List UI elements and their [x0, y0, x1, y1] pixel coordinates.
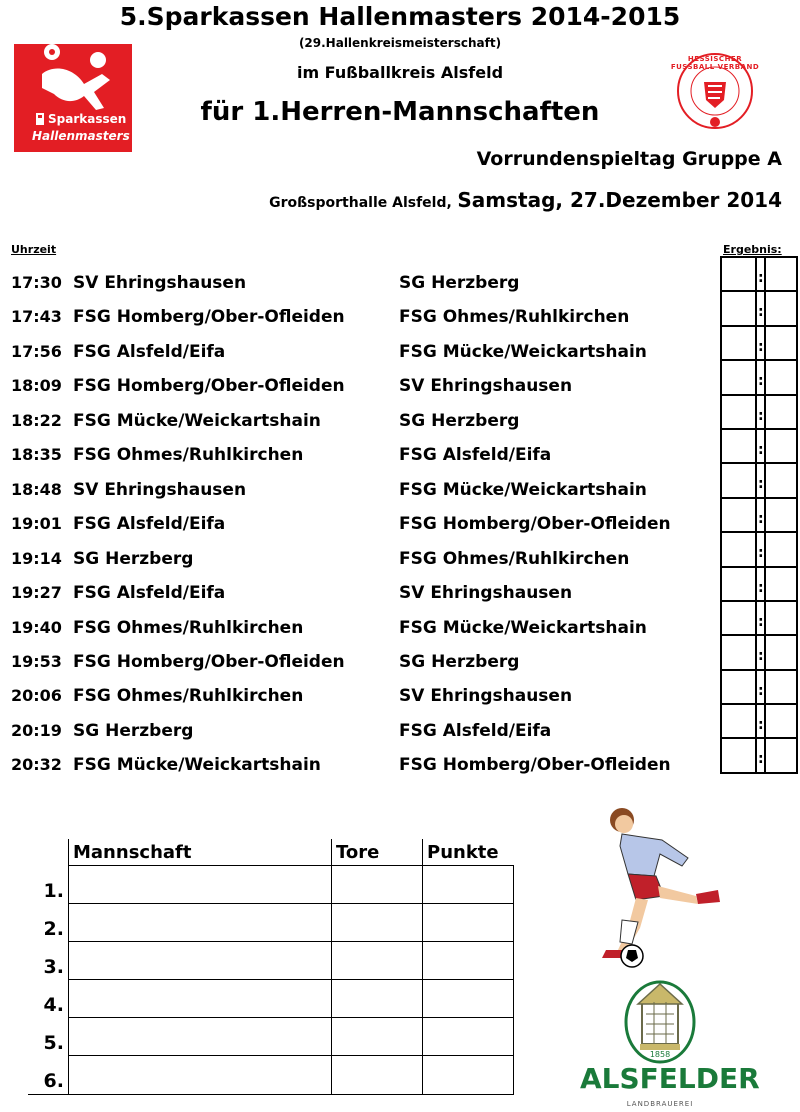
goals-cell[interactable] [332, 1056, 423, 1095]
alsfelder-brewery-logo [580, 980, 760, 1112]
away-team: FSG Mücke/Weickartshain [399, 342, 647, 362]
district-line: im Fußballkreis Alsfeld [296, 63, 504, 82]
away-team: SV Ehringshausen [399, 583, 573, 603]
away-score-cell[interactable] [764, 705, 766, 737]
rank-label: 3. [28, 942, 69, 980]
hfv-logo [668, 52, 762, 130]
date-label: Samstag, 27.Dezember 2014 [457, 188, 782, 212]
time-column-header: Uhrzeit [11, 243, 57, 256]
home-score-cell[interactable] [722, 292, 757, 324]
away-team: SG Herzberg [399, 652, 520, 672]
home-score-cell[interactable] [722, 533, 757, 565]
score-row [722, 636, 796, 670]
sparkassen-logo-line1: Sparkassen [48, 112, 127, 126]
team-cell[interactable] [69, 942, 332, 980]
score-separator: : [758, 717, 764, 734]
hfv-logo-text: HESSISCHER FUSSBALL VERBAND [670, 55, 760, 71]
home-score-cell[interactable] [722, 327, 757, 359]
match-row [0, 540, 800, 574]
score-separator: : [758, 338, 764, 355]
match-row [0, 505, 800, 539]
goals-cell[interactable] [332, 904, 423, 942]
score-row [722, 327, 796, 361]
away-score-cell[interactable] [764, 327, 766, 359]
football-player-icon [592, 800, 732, 970]
score-row [722, 739, 796, 773]
team-cell[interactable] [69, 980, 332, 1018]
away-team: SV Ehringshausen [399, 686, 573, 706]
football-player-illustration [592, 800, 732, 970]
home-score-cell[interactable] [722, 568, 757, 600]
match-time: 18:48 [11, 480, 62, 499]
away-team: FSG Mücke/Weickartshain [399, 480, 647, 500]
home-team: FSG Ohmes/Ruhlkirchen [73, 445, 304, 465]
score-separator: : [758, 510, 764, 527]
rank-label: 5. [28, 1018, 69, 1056]
away-score-cell[interactable] [764, 499, 766, 531]
points-cell[interactable] [423, 1018, 514, 1056]
away-score-cell[interactable] [764, 464, 766, 496]
venue-date-line [269, 188, 782, 212]
away-score-cell[interactable] [764, 636, 766, 668]
points-cell[interactable] [423, 942, 514, 980]
result-column-header: Ergebnis: [723, 243, 782, 256]
score-separator: : [758, 476, 764, 493]
home-team: FSG Ohmes/Ruhlkirchen [73, 618, 304, 638]
home-team: SG Herzberg [73, 549, 194, 569]
match-time: 19:53 [11, 652, 62, 671]
points-cell[interactable] [423, 1056, 514, 1095]
standings-table [28, 838, 514, 1095]
home-score-cell[interactable] [722, 602, 757, 634]
brewery-year: 1858 [649, 1050, 671, 1059]
team-cell[interactable] [69, 1056, 332, 1095]
match-row [0, 574, 800, 608]
points-cell[interactable] [423, 980, 514, 1018]
match-time: 20:32 [11, 755, 62, 774]
result-grid [720, 256, 798, 774]
home-score-cell[interactable] [722, 464, 757, 496]
match-time: 19:01 [11, 514, 62, 533]
team-column-header: Mannschaft [69, 839, 332, 866]
away-score-cell[interactable] [764, 292, 766, 324]
match-time: 18:22 [11, 411, 62, 430]
away-score-cell[interactable] [764, 533, 766, 565]
sparkassen-logo-line2: Hallenmasters [32, 129, 130, 143]
venue-label: Großsporthalle Alsfeld, [269, 195, 452, 211]
match-time: 18:09 [11, 376, 62, 395]
match-time: 20:06 [11, 686, 62, 705]
score-row [722, 671, 796, 705]
score-row [722, 361, 796, 395]
home-team: FSG Homberg/Ober-Ofleiden [73, 307, 345, 327]
score-separator: : [758, 613, 764, 630]
home-team: SG Herzberg [73, 721, 194, 741]
score-separator: : [758, 751, 764, 768]
match-row [0, 333, 800, 367]
goals-cell[interactable] [332, 942, 423, 980]
rank-label: 2. [28, 904, 69, 942]
score-row [722, 464, 796, 498]
home-score-cell[interactable] [722, 671, 757, 703]
match-time: 19:40 [11, 618, 62, 637]
round-heading: Vorrundenspieltag Gruppe A [476, 148, 782, 170]
match-row [0, 298, 800, 332]
standings-row [28, 1018, 513, 1056]
home-team: FSG Alsfeld/Eifa [73, 583, 226, 603]
home-score-cell[interactable] [722, 396, 757, 428]
home-team: SV Ehringshausen [73, 273, 247, 293]
points-cell[interactable] [423, 866, 514, 904]
score-row [722, 396, 796, 430]
away-score-cell[interactable] [764, 568, 766, 600]
home-score-cell[interactable] [722, 430, 757, 462]
score-row [722, 499, 796, 533]
home-score-cell[interactable] [722, 705, 757, 737]
match-time: 17:43 [11, 307, 62, 326]
away-score-cell[interactable] [764, 430, 766, 462]
page-title: 5.Sparkassen Hallenmasters 2014-2015 [119, 2, 681, 31]
match-time: 18:35 [11, 445, 62, 464]
home-team: FSG Mücke/Weickartshain [73, 411, 321, 431]
away-team: FSG Mücke/Weickartshain [399, 618, 647, 638]
points-cell[interactable] [423, 904, 514, 942]
team-cell[interactable] [69, 1018, 332, 1056]
score-separator: : [758, 304, 764, 321]
score-row [722, 430, 796, 464]
home-team: FSG Homberg/Ober-Ofleiden [73, 376, 345, 396]
brewery-name: ALSFELDER [580, 1062, 760, 1095]
score-separator: : [758, 373, 764, 390]
away-team: FSG Alsfeld/Eifa [399, 721, 552, 741]
away-score-cell[interactable] [764, 602, 766, 634]
away-score-cell[interactable] [764, 671, 766, 703]
rank-label: 1. [28, 866, 69, 904]
match-time: 19:27 [11, 583, 62, 602]
match-row [0, 643, 800, 677]
score-separator: : [758, 270, 764, 286]
score-separator: : [758, 407, 764, 424]
home-team: FSG Homberg/Ober-Ofleiden [73, 652, 345, 672]
match-row [0, 367, 800, 401]
away-team: SG Herzberg [399, 411, 520, 431]
away-score-cell[interactable] [764, 361, 766, 393]
brewery-subtitle: LANDBRAUEREI [626, 1100, 694, 1108]
score-row [722, 258, 796, 292]
match-row [0, 712, 800, 746]
score-row [722, 705, 796, 739]
home-team: FSG Ohmes/Ruhlkirchen [73, 686, 304, 706]
match-row [0, 746, 800, 780]
away-team: SV Ehringshausen [399, 376, 573, 396]
match-row [0, 402, 800, 436]
rank-label: 4. [28, 980, 69, 1018]
rank-column-header [28, 839, 69, 866]
home-score-cell[interactable] [722, 739, 757, 773]
match-time: 17:30 [11, 273, 62, 292]
rank-label: 6. [28, 1056, 69, 1095]
match-row [0, 264, 800, 298]
match-row [0, 471, 800, 505]
match-time: 19:14 [11, 549, 62, 568]
team-cell[interactable] [69, 904, 332, 942]
score-separator: : [758, 579, 764, 596]
standings-row [28, 942, 513, 980]
away-team: FSG Homberg/Ober-Ofleiden [399, 514, 671, 534]
away-team: FSG Homberg/Ober-Ofleiden [399, 755, 671, 775]
away-team: FSG Ohmes/Ruhlkirchen [399, 307, 630, 327]
away-team: SG Herzberg [399, 273, 520, 293]
sparkassen-hallenmasters-logo [14, 44, 132, 152]
match-row [0, 609, 800, 643]
away-team: FSG Alsfeld/Eifa [399, 445, 552, 465]
standings-header-row [28, 839, 513, 866]
team-cell[interactable] [69, 866, 332, 904]
home-score-cell[interactable] [722, 258, 757, 290]
standings-row [28, 904, 513, 942]
match-row [0, 436, 800, 470]
home-team: FSG Alsfeld/Eifa [73, 342, 226, 362]
standings-row [28, 1056, 513, 1095]
score-row [722, 292, 796, 326]
standings-row [28, 980, 513, 1018]
goals-column-header: Tore [332, 839, 423, 866]
home-team: FSG Alsfeld/Eifa [73, 514, 226, 534]
goals-cell[interactable] [332, 980, 423, 1018]
home-score-cell[interactable] [722, 636, 757, 668]
points-column-header: Punkte [423, 839, 514, 866]
away-score-cell[interactable] [764, 396, 766, 428]
away-score-cell[interactable] [764, 739, 766, 773]
goals-cell[interactable] [332, 866, 423, 904]
goals-cell[interactable] [332, 1018, 423, 1056]
category-heading: für 1.Herren-Mannschaften [200, 97, 600, 127]
score-row [722, 533, 796, 567]
home-team: FSG Mücke/Weickartshain [73, 755, 321, 775]
away-team: FSG Ohmes/Ruhlkirchen [399, 549, 630, 569]
home-score-cell[interactable] [722, 361, 757, 393]
score-row [722, 568, 796, 602]
score-separator: : [758, 682, 764, 699]
page-subtitle: (29.Hallenkreismeisterschaft) [298, 36, 502, 50]
score-separator: : [758, 545, 764, 562]
home-team: SV Ehringshausen [73, 480, 247, 500]
home-score-cell[interactable] [722, 499, 757, 531]
match-row [0, 677, 800, 711]
match-time: 20:19 [11, 721, 62, 740]
standings-row [28, 866, 513, 904]
score-separator: : [758, 441, 764, 458]
score-separator: : [758, 648, 764, 665]
match-time: 17:56 [11, 342, 62, 361]
away-score-cell[interactable] [764, 258, 766, 290]
score-row [722, 602, 796, 636]
